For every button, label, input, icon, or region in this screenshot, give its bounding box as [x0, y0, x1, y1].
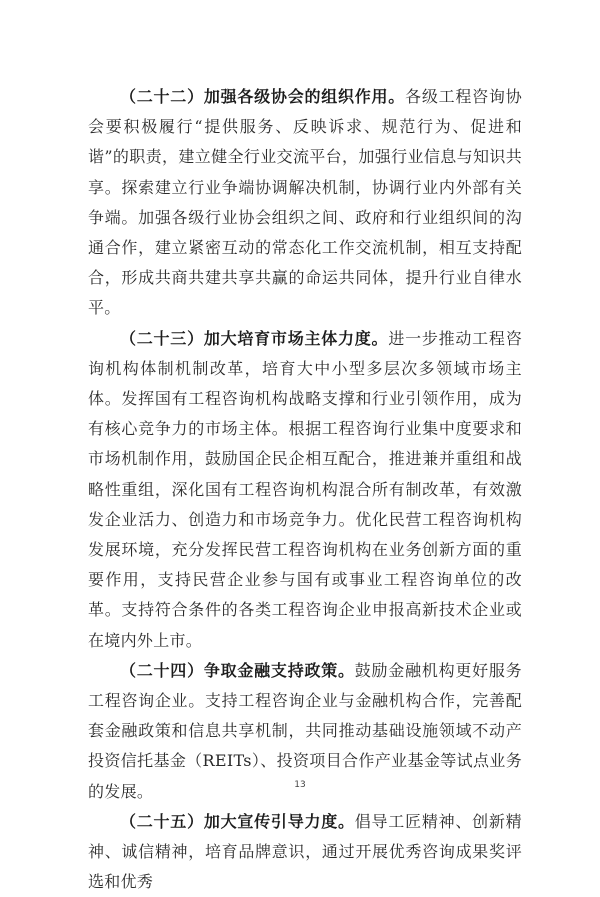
paragraph-24-heading: （二十四）争取金融支持政策。: [120, 660, 355, 680]
paragraph-22: [88, 82, 522, 324]
paragraph-25-text: 倡导工匠精神、创新精神、诚信精神，培育品牌意识，通过开展优秀咨询成果奖评选和优秀: [88, 811, 522, 892]
paragraph-23-text: 进一步推动工程咨询机构体制机制改革，培育大中小型多层次多领域市场主体。发挥国有工程咨询机构战略支撑和行业引领作用，成为有核心竞争力的市场主体。根据工程咨询行业集中度要求和市场机制作用，鼓励国企民企相互配合，推进兼并重组和战略性重组，深化国有工程咨询机构混合所有制改革，有效激发企业活力、创造力和市场竞争力。优化民营工程咨询机构发展环境，充分发挥民营工程咨询机构在业务创新方面的重要作用，支持民营企业参与国有或事业工程咨询单位的改革。支持符合条件的各类工程咨询企业申报高新技术企业或在境内外上市。: [88, 328, 522, 650]
paragraph-23: [88, 324, 522, 656]
paragraph-25: [88, 807, 522, 897]
document-body: [88, 82, 522, 897]
paragraph-24-text: 鼓励金融机构更好服务工程咨询企业。支持工程咨询企业与金融机构合作，完善配套金融政策和信息共享机制，共同推动基础设施领域不动产投资信托基金（REITs）、投资项目合作产业基金等试点业务的发展。: [88, 660, 522, 801]
paragraph-23-heading: （二十三）加大培育市场主体力度。: [120, 328, 389, 348]
paragraph-22-text: 各级工程咨询协会要积极履行“提供服务、反映诉求、规范行为、促进和谐”的职责，建立健全行业交流平台，加强行业信息与知识共享。探索建立行业争端协调解决机制，协调行业内外部有关争端。加强各级行业协会组织之间、政府和行业组织间的沟通合作，建立紧密互动的常态化工作交流机制，相互支持配合，形成共商共建共享共赢的命运共同体，提升行业自律水平。: [88, 87, 522, 318]
paragraph-25-heading: （二十五）加大宣传引导力度。: [120, 811, 355, 831]
page-number: 13: [294, 780, 306, 790]
paragraph-22-heading: （二十二）加强各级协会的组织作用。: [120, 87, 406, 106]
